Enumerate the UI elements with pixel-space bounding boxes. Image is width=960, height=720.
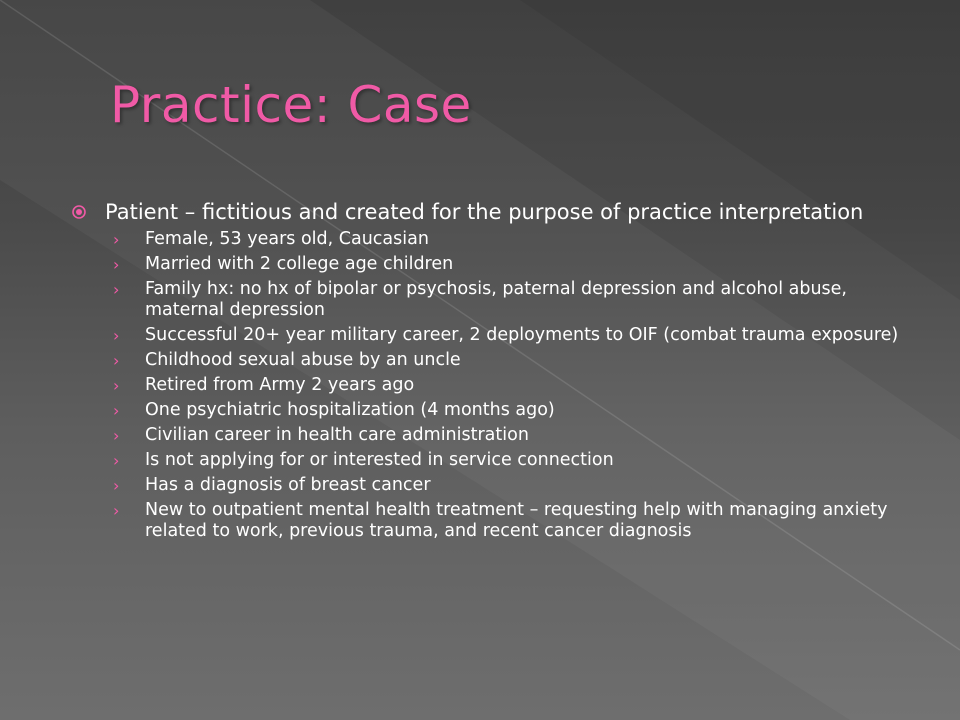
sub-bullet-item	[70, 325, 920, 346]
sub-bullet-item	[70, 350, 920, 371]
sub-bullet-item	[70, 425, 920, 446]
sub-bullet-item	[70, 400, 920, 421]
slide-title: Practice: Case	[110, 76, 472, 134]
sub-bullet-text: Married with 2 college age children	[145, 254, 454, 274]
chevron-right-icon: ›	[113, 501, 120, 520]
sub-bullet-item	[70, 375, 920, 396]
sub-bullet-item	[70, 500, 920, 542]
sub-bullet-text: Is not applying for or interested in service connection	[145, 450, 614, 470]
sub-bullet-text: One psychiatric hospitalization (4 months ago)	[145, 400, 555, 420]
main-bullet-item	[70, 200, 920, 225]
sub-bullet-text: Family hx: no hx of bipolar or psychosis, paternal depression and alcohol abuse, maternal depression	[145, 279, 847, 320]
chevron-right-icon: ›	[113, 326, 120, 345]
sub-bullet-item	[70, 254, 920, 275]
main-bullet-text: Patient – fictitious and created for the purpose of practice interpretation	[105, 200, 864, 224]
slide-body	[70, 200, 920, 546]
chevron-right-icon: ›	[113, 401, 120, 420]
sub-bullet-list	[70, 229, 920, 542]
sub-bullet-text: Has a diagnosis of breast cancer	[145, 475, 431, 495]
chevron-right-icon: ›	[113, 255, 120, 274]
chevron-right-icon: ›	[113, 280, 120, 299]
sub-bullet-item	[70, 450, 920, 471]
sub-bullet-text: Retired from Army 2 years ago	[145, 375, 415, 395]
sub-bullet-text: Childhood sexual abuse by an uncle	[145, 350, 461, 370]
chevron-right-icon: ›	[113, 376, 120, 395]
chevron-right-icon: ›	[113, 230, 120, 249]
sub-bullet-item	[70, 279, 920, 321]
chevron-right-icon: ›	[113, 426, 120, 445]
sub-bullet-item	[70, 475, 920, 496]
sub-bullet-text: Civilian career in health care administration	[145, 425, 529, 445]
chevron-right-icon: ›	[113, 451, 120, 470]
sub-bullet-text: Successful 20+ year military career, 2 deployments to OIF (combat trauma exposure)	[145, 325, 899, 345]
target-bullet-icon	[72, 205, 86, 219]
sub-bullet-text: Female, 53 years old, Caucasian	[145, 229, 429, 249]
chevron-right-icon: ›	[113, 351, 120, 370]
chevron-right-icon: ›	[113, 476, 120, 495]
sub-bullet-text: New to outpatient mental health treatment – requesting help with managing anxiety related to work, previous trauma, and recent cancer diagnosis	[145, 500, 888, 541]
sub-bullet-item	[70, 229, 920, 250]
